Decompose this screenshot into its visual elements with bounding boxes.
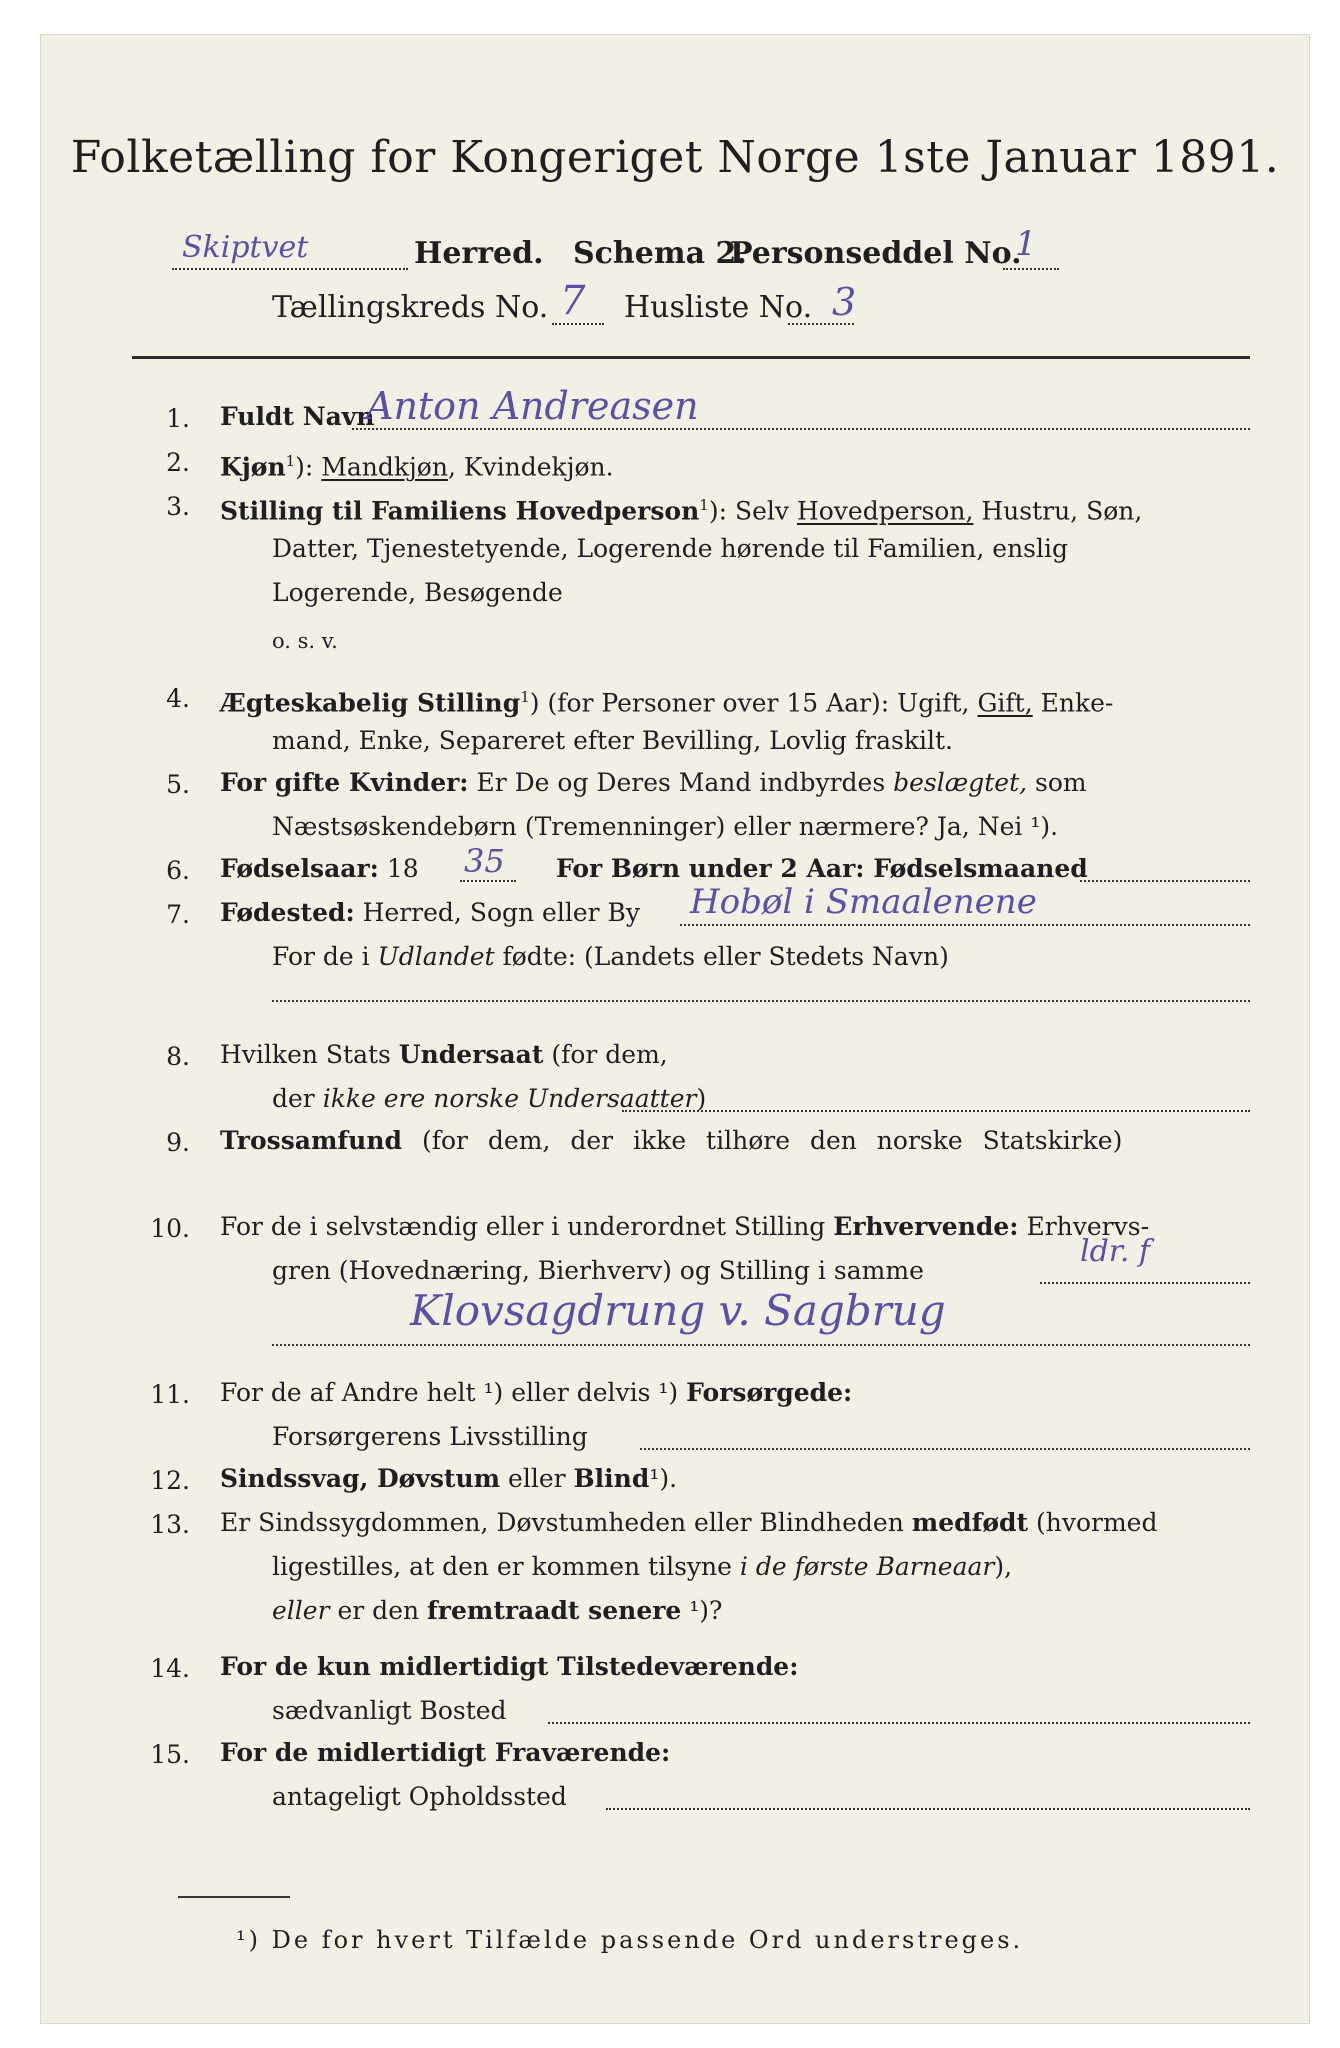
q6-prefix: 18 xyxy=(378,854,419,883)
q6-row xyxy=(220,852,419,886)
footnote-text: ¹) De for hvert Tilfælde passende Ord understreges. xyxy=(236,1926,1024,1954)
q5-italic: beslægtet, xyxy=(893,768,1028,797)
q10-line2: gren (Hovednæring, Bierhverv) og Stilling i samme xyxy=(272,1256,924,1285)
q13-line3-bold: fremtraadt senere xyxy=(427,1596,682,1625)
q13-row xyxy=(220,1506,1157,1540)
husliste-label: Husliste No. xyxy=(624,290,813,325)
q10-handwritten-small: ldr. f xyxy=(1080,1234,1151,1269)
q7-fill-line xyxy=(680,924,1250,926)
q7-handwritten: Hobøl i Smaalenene xyxy=(690,882,1037,922)
q12-text-b: ¹). xyxy=(649,1464,678,1493)
q7-line2 xyxy=(272,940,949,974)
q8-row xyxy=(220,1038,668,1072)
item-number: 9. xyxy=(166,1128,190,1157)
q7-label: Fødested: xyxy=(220,898,355,927)
q2-label: Kjøn xyxy=(220,452,286,482)
q4-row xyxy=(220,680,1113,720)
q2-row xyxy=(220,444,614,484)
q7-text-a: Herred, Sogn eller By xyxy=(354,898,641,927)
q9-row xyxy=(220,1124,1122,1158)
q8-line2-italic: ikke ere norske Undersaatter xyxy=(322,1084,697,1113)
q4-line2: mand, Enke, Separeret efter Bevilling, Lovlig fraskilt. xyxy=(272,726,953,755)
q1-handwritten: Anton Andreasen xyxy=(366,384,699,428)
item-number: 15. xyxy=(150,1740,190,1769)
q13-line2-b: ), xyxy=(994,1552,1013,1581)
q14-fill-line xyxy=(548,1722,1250,1724)
q3-label: Stilling til Familiens Hovedperson xyxy=(220,496,700,526)
kreds-label: Tællingskreds No. xyxy=(272,290,549,325)
q13-text-a: Er Sindssygdommen, Døvstumheden eller Blindheden xyxy=(220,1508,912,1537)
q8-label: Undersaat xyxy=(398,1040,544,1069)
q12-text-a: eller xyxy=(500,1464,574,1493)
q3-line2: Datter, Tjenestetyende, Logerende hørende til Familien, enslig xyxy=(272,534,1069,563)
q3-text-a: ): Selv xyxy=(708,496,797,526)
q14-label: For de kun midlertidigt Tilstedeværende: xyxy=(220,1652,799,1681)
q11-fill-line xyxy=(640,1448,1250,1450)
q13-line2-a: ligestilles, at den er kommen tilsyne xyxy=(272,1552,740,1581)
q2-option-selected: Mandkjøn xyxy=(321,452,448,482)
q4-option-selected: Gift, xyxy=(977,688,1033,718)
item-number: 6. xyxy=(166,856,190,885)
q6-year-fill-line xyxy=(460,880,516,882)
q11-label: Forsørgede: xyxy=(686,1378,853,1407)
q5-label: For gifte Kvinder: xyxy=(220,768,469,797)
q3-line3: Logerende, Besøgende xyxy=(272,578,563,607)
item-number: 8. xyxy=(166,1042,190,1071)
q3-row xyxy=(220,488,1142,528)
schema-label: Schema 2. xyxy=(573,236,747,271)
q5-text-b: som xyxy=(1027,768,1087,797)
q7-second-fill-line xyxy=(272,1000,1250,1002)
item-number: 4. xyxy=(166,684,190,713)
item-number: 12. xyxy=(150,1466,190,1495)
q6-fill-line xyxy=(1080,880,1250,882)
q3-text-b: Hustru, Søn, xyxy=(973,496,1143,526)
q10-handwritten: Klovsagdrung v. Sagbrug xyxy=(410,1286,946,1335)
q15-fill-line xyxy=(606,1808,1250,1810)
q15-line2: antageligt Opholdssted xyxy=(272,1782,567,1811)
q13-line3 xyxy=(272,1594,722,1628)
q13-line2-italic: i de første Barneaar xyxy=(739,1552,995,1581)
q12-label2: Blind xyxy=(573,1464,650,1493)
q10-row xyxy=(220,1210,1149,1244)
q4-text-b: Enke- xyxy=(1032,688,1114,718)
q7-line2-italic: Udlandet xyxy=(377,942,495,971)
q4-text-a: ) (for Personer over 15 Aar): Ugift, xyxy=(529,688,978,718)
item-number: 1. xyxy=(166,404,190,433)
header-rule xyxy=(132,356,1250,359)
q10-label: Erhvervende: xyxy=(833,1212,1019,1241)
q7-line2-a: For de i xyxy=(272,942,378,971)
q9-label: Trossamfund xyxy=(220,1126,403,1155)
q10-text-a: For de i selvstændig eller i underordnet Stilling xyxy=(220,1212,834,1241)
q5-row xyxy=(220,766,1087,800)
q13-line3-a: er den xyxy=(329,1596,428,1625)
q12-row xyxy=(220,1462,677,1496)
q6-handwritten: 35 xyxy=(464,842,505,880)
q10-second-fill-line xyxy=(272,1344,1250,1346)
q7-row xyxy=(220,896,640,930)
q8-text-a: Hvilken Stats xyxy=(220,1040,399,1069)
item-number: 7. xyxy=(166,900,190,929)
q5-line2: Næstsøskendebørn (Tremenninger) eller nærmere? Ja, Nei ¹). xyxy=(272,812,1059,841)
herred-fill-line xyxy=(172,268,408,270)
q8-line2-b: ) xyxy=(696,1084,707,1113)
kreds-handwritten: 7 xyxy=(560,278,586,324)
q15-label: For de midlertidigt Fraværende: xyxy=(220,1738,671,1767)
herred-handwritten: Skiptvet xyxy=(182,230,309,265)
item-number: 13. xyxy=(150,1510,190,1539)
personseddel-fill-line xyxy=(1003,268,1059,270)
q3-option-selected: Hovedperson, xyxy=(796,496,974,526)
footnote-rule xyxy=(178,1896,290,1898)
q2-text-b: , Kvindekjøn. xyxy=(447,452,614,482)
q4-label: Ægteskabelig Stilling xyxy=(220,688,521,718)
item-number: 5. xyxy=(166,770,190,799)
item-number: 2. xyxy=(166,448,190,477)
item-number: 3. xyxy=(166,492,190,521)
q11-row xyxy=(220,1376,852,1410)
q2-sup: 1 xyxy=(285,452,296,470)
q6-label: Fødselsaar: xyxy=(220,854,379,883)
item-number: 14. xyxy=(150,1654,190,1683)
q8-text-b: (for dem, xyxy=(543,1040,668,1069)
census-form xyxy=(40,34,1310,2024)
q11-text-a: For de af Andre helt ¹) eller delvis ¹) xyxy=(220,1378,687,1407)
q1-fill-line xyxy=(352,428,1250,430)
item-number: 11. xyxy=(150,1380,190,1409)
q7-line2-b: fødte: (Landets eller Stedets Navn) xyxy=(494,942,949,971)
q13-line3-c: ¹)? xyxy=(681,1596,723,1625)
q13-label: medfødt xyxy=(911,1508,1029,1537)
q13-line3-italic: eller xyxy=(272,1596,330,1625)
q5-text-a: Er De og Deres Mand indbyrdes xyxy=(468,768,894,797)
q10-text-b: Erhvervs- xyxy=(1018,1212,1150,1241)
q12-label: Sindssvag, Døvstum xyxy=(220,1464,501,1493)
q3-sup: 1 xyxy=(699,496,709,514)
item-number: 10. xyxy=(150,1214,190,1243)
q4-sup: 1 xyxy=(520,688,530,706)
q11-line2: Forsørgerens Livsstilling xyxy=(272,1422,588,1451)
q1-label: Fuldt Navn xyxy=(220,402,375,431)
q8-line2-a: der xyxy=(272,1084,323,1113)
personseddel-label: Personseddel No. xyxy=(730,236,1022,271)
personseddel-handwritten: 1 xyxy=(1015,224,1037,264)
q13-text-b: (hvormed xyxy=(1028,1508,1158,1537)
q6-text: For Børn under 2 Aar: Fødselsmaaned xyxy=(556,854,1088,883)
q8-fill-line xyxy=(622,1110,1250,1112)
husliste-handwritten: 3 xyxy=(832,280,857,324)
q10-fill-line xyxy=(1040,1282,1250,1284)
q14-line2: sædvanligt Bosted xyxy=(272,1696,507,1725)
herred-label: Herred. xyxy=(414,236,544,271)
q9-text: (for dem, der ikke tilhøre den norske Statskirke) xyxy=(402,1126,1123,1155)
form-title: Folketælling for Kongeriget Norge 1ste Januar 1891. xyxy=(70,132,1280,183)
q2-text-a: ): xyxy=(295,452,322,482)
q3-line4: o. s. v. xyxy=(272,629,338,653)
q13-line2 xyxy=(272,1550,1012,1584)
